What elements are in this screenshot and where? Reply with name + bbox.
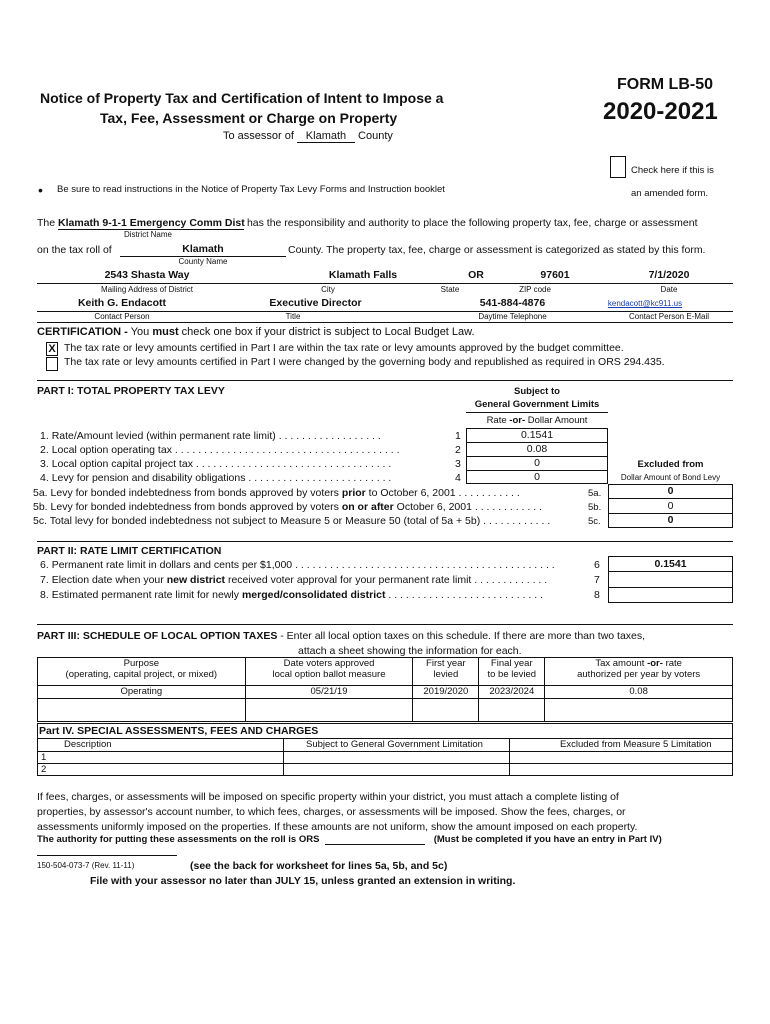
certification-option-1: The tax rate or levy amounts certified in Part I are within the tax rate or levy amounts approved by the budget committee. xyxy=(64,342,624,354)
part1-line-num-1: 1 xyxy=(455,430,461,442)
cell-final-year[interactable]: 2023/2024 xyxy=(479,686,545,699)
part2-row8: 8. Estimated permanent rate limit for newly merged/consolidated district . . . . . . . . . . . . . . . . . . . . . . . . . . . xyxy=(40,589,544,601)
district-name-field[interactable]: Klamath 9-1-1 Emergency Comm Dist xyxy=(58,217,245,229)
part1-row3: 3. Local option capital project tax . . . . . . . . . . . . . . . . . . . . . . . . . . . . . . . . . . xyxy=(40,458,392,470)
date-label: Date xyxy=(660,285,678,294)
part1-value-5a[interactable]: 0 xyxy=(667,485,674,497)
cell-final-year[interactable] xyxy=(479,699,545,722)
part4-grid-line xyxy=(37,763,733,764)
cell-first-year[interactable]: 2019/2020 xyxy=(413,686,479,699)
part1-value-4[interactable]: 0 xyxy=(534,471,540,483)
cell-purpose[interactable] xyxy=(38,699,246,722)
phone-field[interactable]: 541-884-4876 xyxy=(479,297,546,309)
county-name-label: County Name xyxy=(178,257,228,266)
part1-col-head-line xyxy=(466,412,608,413)
email-label: Contact Person E-Mail xyxy=(628,312,710,321)
city-field[interactable]: Klamath Falls xyxy=(328,269,398,281)
part4-grid-vline xyxy=(509,738,510,776)
amended-label-2: an amended form. xyxy=(631,188,709,199)
authority-line: The authority for putting these assessments on the roll is ORS (Must be completed if you have an entry in Part IV) xyxy=(37,834,662,845)
part1-line-num-5b: 5b. xyxy=(588,502,602,513)
part1-line-num-2: 2 xyxy=(455,444,461,456)
part4-row-1[interactable]: 1 xyxy=(41,752,47,763)
certification-checkbox-1[interactable]: X xyxy=(46,342,58,356)
part2-value-6[interactable]: 0.1541 xyxy=(654,558,687,570)
part2-line-num-7: 7 xyxy=(594,574,600,586)
contact-line-1 xyxy=(37,283,733,284)
certification-heading: CERTIFICATION - You must check one box if your district is subject to Local Budget Law. xyxy=(37,326,475,338)
part1-divider xyxy=(37,541,733,542)
cell-date-approved[interactable] xyxy=(245,699,413,722)
part1-line-num-5a: 5a. xyxy=(588,488,602,499)
cell-tax-amount[interactable] xyxy=(545,699,733,722)
amended-label-1: Check here if this is xyxy=(631,165,714,176)
part1-col-head-1: Subject to xyxy=(514,386,560,397)
footer-paragraph-1: If fees, charges, or assessments will be imposed on specific property within your district, you must attach a complete listing of xyxy=(37,791,619,803)
email-field[interactable]: kendacott@kc911.us xyxy=(607,299,683,308)
assessor-county-field[interactable]: Klamath xyxy=(297,130,355,143)
tax-roll-prefix: on the tax roll of xyxy=(37,244,112,256)
contact-person-label: Contact Person xyxy=(94,312,150,321)
part3-heading: PART III: SCHEDULE OF LOCAL OPTION TAXES - Enter all local option taxes on this schedule. If there are more than two taxes, xyxy=(37,630,646,642)
part1-row4: 4. Levy for pension and disability obligations . . . . . . . . . . . . . . . . . . . . . . . . . xyxy=(40,472,392,484)
table-header-row xyxy=(38,658,733,686)
address-field[interactable]: 2543 Shasta Way xyxy=(104,269,190,281)
instructions-text: Be sure to read instructions in the Notice of Property Tax Levy Forms and Instruction booklet xyxy=(57,184,445,195)
part1-row5c: 5c. Total levy for bonded indebtedness not subject to Measure 5 or Measure 50 (total of 5a + 5b) . . . . . . . . . . . . xyxy=(33,515,551,527)
cell-tax-amount[interactable]: 0.08 xyxy=(545,686,733,699)
part4-col-subject: Subject to General Government Limitation xyxy=(306,739,483,750)
part1-line-num-5c: 5c. xyxy=(588,516,601,527)
certification-checkbox-2[interactable] xyxy=(46,357,58,371)
col-date-approved: Date voters approved local option ballot measure xyxy=(245,658,413,686)
col-final-year: Final year to be levied xyxy=(479,658,545,686)
part2-line-num-6: 6 xyxy=(594,559,600,571)
table-row xyxy=(38,686,733,699)
address-label: Mailing Address of District xyxy=(100,285,194,294)
form-title-line2: Tax, Fee, Assessment or Charge on Property xyxy=(100,110,398,126)
part1-value-5b[interactable]: 0 xyxy=(667,500,674,512)
county-name-field[interactable]: Klamath xyxy=(182,243,224,255)
part1-line-num-4: 4 xyxy=(455,472,461,484)
col-tax-amount: Tax amount -or- rate authorized per year by voters xyxy=(545,658,733,686)
title-field[interactable]: Executive Director xyxy=(269,297,362,309)
zip-field[interactable]: 97601 xyxy=(540,269,570,281)
file-deadline-note: File with your assessor no later than JULY 15, unless granted an extension in writing. xyxy=(90,875,516,887)
part4-row-2[interactable]: 2 xyxy=(41,764,47,775)
part1-row1: 1. Rate/Amount levied (within permanent rate limit) . . . . . . . . . . . . . . . . . . xyxy=(40,430,381,442)
tax-roll-suffix: County. The property tax, fee, charge or assessment is categorized as stated by this form. xyxy=(288,244,706,256)
form-title-line1: Notice of Property Tax and Certification of Intent to Impose a xyxy=(40,90,444,106)
part1-row5b: 5b. Levy for bonded indebtedness from bonds approved by voters on or after October 6, 2001 . . . . . . . . . . . . xyxy=(33,501,542,513)
part2-heading: PART II: RATE LIMIT CERTIFICATION xyxy=(37,545,222,557)
part2-row6: 6. Permanent rate limit in dollars and cents per $1,000 . . . . . . . . . . . . . . . . . . . . . . . . . . . . . . . . . . . . . . . . . . . . . xyxy=(40,559,555,571)
footer-divider xyxy=(37,855,177,856)
amended-checkbox[interactable] xyxy=(610,156,626,178)
part4-grid-line xyxy=(37,751,733,752)
part1-value-3[interactable]: 0 xyxy=(534,457,540,469)
contact-person-field[interactable]: Keith G. Endacott xyxy=(77,297,167,309)
part4-grid-vline xyxy=(283,738,284,776)
col-first-year: First year levied xyxy=(413,658,479,686)
part4-col-description: Description xyxy=(64,739,112,750)
cell-purpose[interactable]: Operating xyxy=(38,686,246,699)
part2-row7: 7. Election date when your new district received voter approval for your permanent rate limit . . . . . . . . . . . . . xyxy=(40,574,548,586)
part2-line-num-8: 8 xyxy=(594,589,600,601)
zip-label: ZIP code xyxy=(519,285,551,294)
col-purpose: Purpose (operating, capital project, or mixed) xyxy=(38,658,246,686)
certification-divider xyxy=(37,380,733,381)
part4-heading: Part IV. SPECIAL ASSESSMENTS, FEES AND CHARGES xyxy=(39,725,319,737)
excluded-heading: Excluded from xyxy=(637,459,704,470)
part1-col-head-2: General Government Limits xyxy=(474,399,600,410)
state-field[interactable]: OR xyxy=(468,269,484,281)
part1-row5a: 5a. Levy for bonded indebtedness from bonds approved by voters prior to October 6, 2001 . . . . . . . . . . . xyxy=(33,487,520,499)
ors-field[interactable] xyxy=(325,835,425,845)
part1-row2: 2. Local option operating tax . . . . . . . . . . . . . . . . . . . . . . . . . . . . . . . . . . . . . . . xyxy=(40,444,400,456)
part2-grid-line xyxy=(608,571,733,572)
assessor-line: To assessor of Klamath County xyxy=(223,130,393,142)
cell-date-approved[interactable]: 05/21/19 xyxy=(245,686,413,699)
part1-heading: PART I: TOTAL PROPERTY TAX LEVY xyxy=(37,385,225,397)
cell-first-year[interactable] xyxy=(413,699,479,722)
form-id: FORM LB-50 xyxy=(617,76,713,93)
part1-line-num-3: 3 xyxy=(455,458,461,470)
excluded-subheading: Dollar Amount of Bond Levy xyxy=(620,473,721,482)
local-option-table xyxy=(37,657,733,722)
footer-paragraph-2: properties, by assessor's account number, to which fees, charges, or assessments will be imposed. Show the fees, charges, or xyxy=(37,806,626,818)
part1-bond-grid-line xyxy=(608,498,733,499)
part1-col-subhead: Rate -or- Dollar Amount xyxy=(486,415,588,426)
date-field[interactable]: 7/1/2020 xyxy=(648,269,690,281)
part2-grid-line xyxy=(608,587,733,588)
part2-divider xyxy=(37,624,733,625)
district-name-label: District Name xyxy=(123,230,172,239)
worksheet-note: (see the back for worksheet for lines 5a, 5b, and 5c) xyxy=(190,860,448,872)
table-row xyxy=(38,699,733,722)
form-year: 2020-2021 xyxy=(603,98,718,125)
certification-option-2: The tax rate or levy amounts certified in Part I were changed by the governing body and republished as required in ORS 294.435. xyxy=(64,356,665,368)
state-label: State xyxy=(440,285,460,294)
contact-line-3 xyxy=(37,322,733,323)
part1-value-1[interactable]: 0.1541 xyxy=(520,429,554,441)
part3-intro-2: attach a sheet showing the information for each. xyxy=(298,645,522,657)
part4-col-excluded: Excluded from Measure 5 Limitation xyxy=(560,739,712,750)
city-label: City xyxy=(321,285,335,294)
phone-label: Daytime Telephone xyxy=(478,312,547,321)
form-number: 150-504-073-7 (Rev. 11-11) xyxy=(37,861,135,870)
footer-paragraph-3: assessments uniformly imposed on the properties. If these amounts are not uniform, show the amount imposed on each property. xyxy=(37,821,638,833)
title-label: Title xyxy=(285,312,301,321)
part1-value-2[interactable]: 0.08 xyxy=(526,443,548,455)
bullet-icon: • xyxy=(38,182,43,198)
part1-value-5c[interactable]: 0 xyxy=(667,514,674,526)
district-line: The Klamath 9-1-1 Emergency Comm Dist has the responsibility and authority to place the following property tax, fee, charge or assessment xyxy=(37,217,698,229)
